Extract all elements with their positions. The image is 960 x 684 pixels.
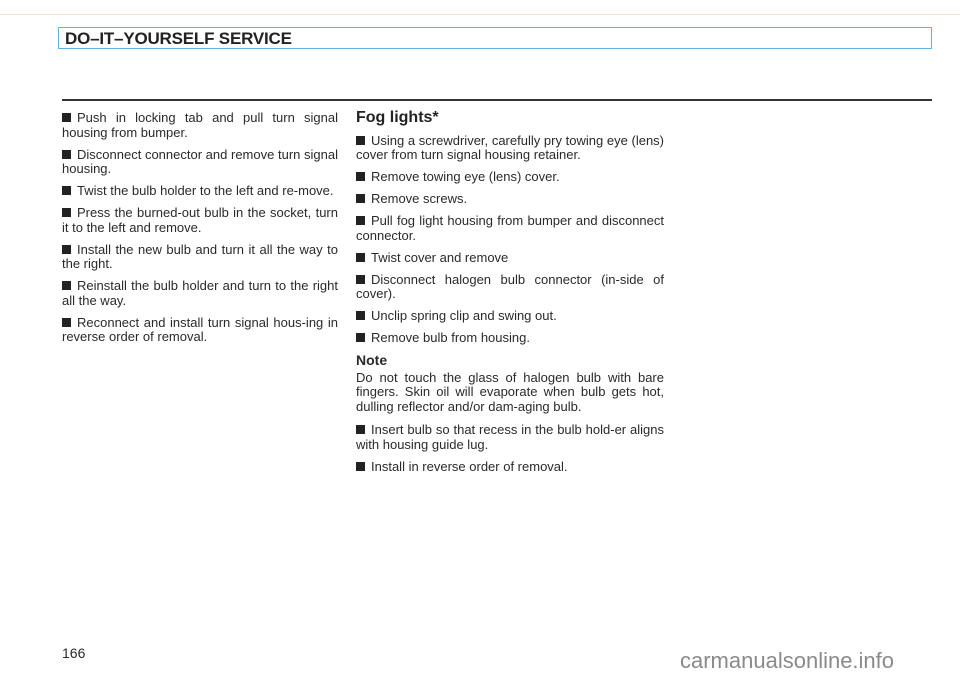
item-text: Reinstall the bulb holder and turn to the right all the way.	[62, 278, 338, 308]
bullet-icon	[62, 245, 71, 254]
bullet-icon	[356, 462, 365, 471]
item-text: Remove towing eye (lens) cover.	[371, 169, 560, 184]
list-item	[356, 460, 664, 475]
item-text: Insert bulb so that recess in the bulb hold-er aligns with housing guide lug.	[356, 422, 664, 452]
left-column	[62, 111, 338, 352]
fog-lights-heading: Fog lights*	[356, 109, 439, 126]
list-item	[356, 331, 664, 346]
item-text: Install the new bulb and turn it all the way to the right.	[62, 241, 338, 271]
bullet-icon	[356, 194, 365, 203]
list-item	[356, 214, 664, 243]
bullet-icon	[356, 275, 365, 284]
bullet-icon	[356, 311, 365, 320]
bullet-icon	[356, 333, 365, 342]
list-item	[62, 206, 338, 235]
watermark: carmanualsonline.info	[680, 648, 895, 673]
list-item	[62, 243, 338, 272]
list-item	[356, 273, 664, 302]
list-item	[62, 148, 338, 177]
item-text: Twist cover and remove	[371, 249, 509, 265]
item-text: Remove bulb from housing.	[371, 330, 530, 345]
list-item	[62, 184, 338, 199]
bullet-icon	[356, 253, 365, 262]
item-text: Using a screwdriver, carefully pry towing eye (lens) cover from turn signal housing retainer.	[356, 132, 664, 162]
list-item	[356, 170, 664, 185]
item-text: Push in locking tab and pull turn signal housing from bumper.	[62, 110, 338, 140]
bullet-icon	[356, 216, 365, 225]
list-item	[62, 111, 338, 140]
item-text: Disconnect connector and remove turn signal housing.	[62, 146, 338, 176]
section-header	[58, 27, 932, 49]
bullet-icon	[356, 425, 365, 434]
bullet-icon	[62, 113, 71, 122]
item-text: Install in reverse order of removal.	[371, 458, 568, 474]
list-item	[356, 423, 664, 452]
item-text: Unclip spring clip and swing out.	[371, 308, 557, 323]
bullet-icon	[62, 150, 71, 159]
item-text: Reconnect and install turn signal hous-ing in reverse order of removal.	[62, 314, 338, 344]
item-text: Disconnect halogen bulb connector (in-side of cover).	[356, 271, 664, 301]
item-text: Pull fog light housing from bumper and disconnect connector.	[356, 213, 664, 243]
list-item	[356, 309, 664, 324]
list-item	[356, 251, 664, 266]
note-text: Do not touch the glass of halogen bulb with bare fingers. Skin oil will evaporate when bulb gets hot, dulling reflector and/or dam-aging bulb.	[356, 369, 664, 414]
right-column	[356, 111, 664, 482]
horizontal-rule	[62, 99, 932, 101]
bullet-icon	[356, 136, 365, 145]
bullet-icon	[62, 318, 71, 327]
bullet-icon	[62, 186, 71, 195]
list-item	[356, 134, 664, 163]
item-text: Press the burned-out bulb in the socket, turn it to the left and remove.	[62, 205, 338, 235]
list-item	[62, 279, 338, 308]
note-heading: Note	[356, 352, 388, 368]
item-text: Remove screws.	[371, 191, 468, 206]
bullet-icon	[356, 172, 365, 181]
bullet-icon	[62, 208, 71, 217]
bullet-icon	[62, 281, 71, 290]
page-number: 166	[62, 645, 86, 661]
section-title: DO–IT–YOURSELF SERVICE	[65, 29, 292, 48]
item-text: Twist the bulb holder to the left and re-move.	[77, 183, 334, 198]
list-item	[356, 192, 664, 207]
scan-edge-line	[0, 14, 960, 15]
list-item	[62, 316, 338, 345]
